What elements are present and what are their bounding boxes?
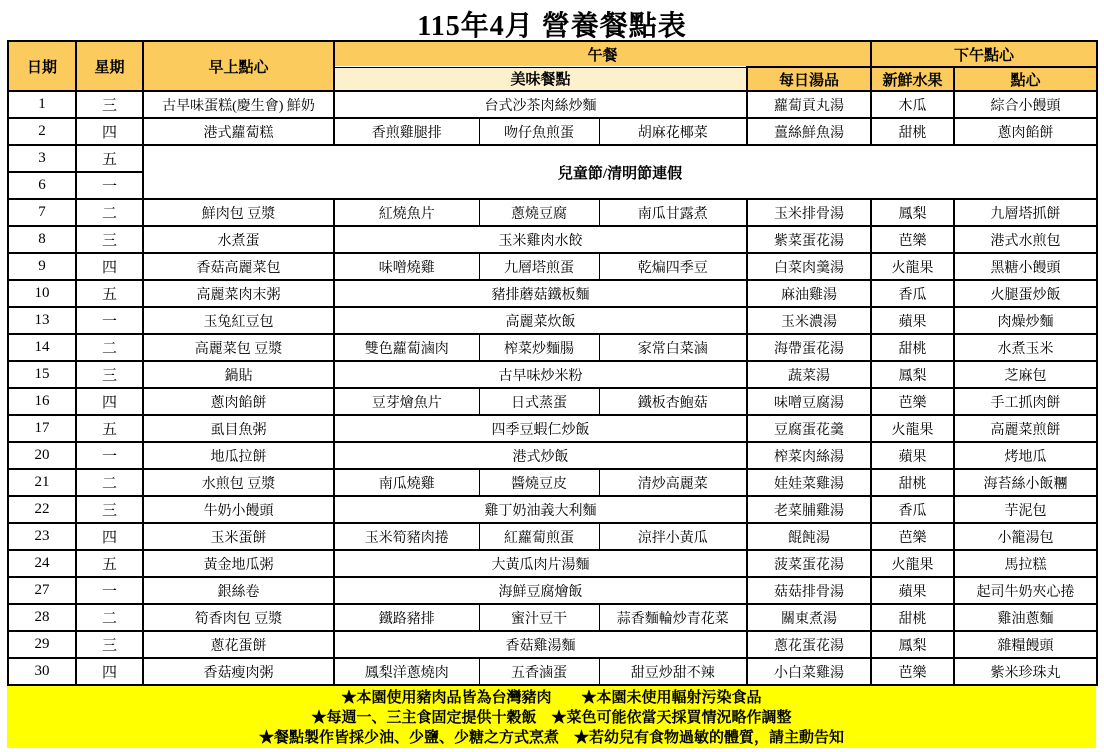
- weekday-cell: 二: [76, 469, 143, 496]
- snack-cell: 火腿蛋炒飯: [954, 280, 1097, 307]
- breakfast-cell: 黃金地瓜粥: [143, 550, 334, 577]
- date-cell: 28: [8, 604, 76, 631]
- fruit-cell: 芭樂: [871, 523, 954, 550]
- menu-row: [8, 199, 1097, 226]
- footer-notes: [7, 686, 1096, 748]
- fruit-cell: 火龍果: [871, 415, 954, 442]
- lunch-dish-cell: 吻仔魚煎蛋: [479, 118, 599, 145]
- snack-cell: 紫米珍珠丸: [954, 658, 1097, 685]
- lunch-dish-cell: 紅蘿蔔煎蛋: [479, 523, 599, 550]
- soup-cell: 菠菜蛋花湯: [747, 550, 871, 577]
- lunch-dish-cell: 大黃瓜肉片湯麵: [334, 550, 747, 577]
- soup-cell: 麻油雞湯: [747, 280, 871, 307]
- breakfast-cell: 港式蘿蔔糕: [143, 118, 334, 145]
- breakfast-cell: 水煎包 豆漿: [143, 469, 334, 496]
- date-cell: 24: [8, 550, 76, 577]
- holiday-banner-cell: 兒童節/清明節連假: [143, 145, 1097, 199]
- snack-cell: 九層塔抓餅: [954, 199, 1097, 226]
- fruit-cell: 火龍果: [871, 253, 954, 280]
- weekday-cell: 三: [76, 631, 143, 658]
- date-cell: 15: [8, 361, 76, 388]
- date-cell: 29: [8, 631, 76, 658]
- lunch-dish-cell: 蔥燒豆腐: [479, 199, 599, 226]
- soup-cell: 娃娃菜雞湯: [747, 469, 871, 496]
- breakfast-cell: 高麗菜包 豆漿: [143, 334, 334, 361]
- header-tasty-meals: 美味餐點: [334, 67, 747, 91]
- lunch-dish-cell: 日式蒸蛋: [479, 388, 599, 415]
- menu-row: [8, 415, 1097, 442]
- soup-cell: 豆腐蛋花羹: [747, 415, 871, 442]
- date-cell: 20: [8, 442, 76, 469]
- menu-row: [8, 496, 1097, 523]
- lunch-dish-cell: 南瓜甘露煮: [599, 199, 747, 226]
- date-cell: 27: [8, 577, 76, 604]
- menu-table: [7, 40, 1098, 686]
- menu-row: [8, 469, 1097, 496]
- soup-cell: 海帶蛋花湯: [747, 334, 871, 361]
- breakfast-cell: 鍋貼: [143, 361, 334, 388]
- date-cell: 10: [8, 280, 76, 307]
- date-cell: 22: [8, 496, 76, 523]
- soup-cell: 味噌豆腐湯: [747, 388, 871, 415]
- snack-cell: 起司牛奶夾心捲: [954, 577, 1097, 604]
- snack-cell: 黑糖小饅頭: [954, 253, 1097, 280]
- snack-cell: 雜糧饅頭: [954, 631, 1097, 658]
- lunch-dish-cell: 蒜香麵輪炒青花菜: [599, 604, 747, 631]
- weekday-cell: 一: [76, 442, 143, 469]
- date-cell: 17: [8, 415, 76, 442]
- menu-row: [8, 523, 1097, 550]
- weekday-cell: 一: [76, 307, 143, 334]
- soup-cell: 薑絲鮮魚湯: [747, 118, 871, 145]
- breakfast-cell: 水煮蛋: [143, 226, 334, 253]
- fruit-cell: 蘋果: [871, 442, 954, 469]
- menu-row: [8, 577, 1097, 604]
- weekday-cell: 五: [76, 145, 143, 172]
- menu-row: [8, 253, 1097, 280]
- weekday-cell: 五: [76, 550, 143, 577]
- menu-row: [8, 226, 1097, 253]
- breakfast-cell: 古早味蛋糕(慶生會) 鮮奶: [143, 91, 334, 118]
- lunch-dish-cell: 豬排蘑菇鐵板麵: [334, 280, 747, 307]
- weekday-cell: 三: [76, 496, 143, 523]
- menu-row: [8, 388, 1097, 415]
- lunch-dish-cell: 九層塔煎蛋: [479, 253, 599, 280]
- breakfast-cell: 牛奶小饅頭: [143, 496, 334, 523]
- weekday-cell: 三: [76, 226, 143, 253]
- breakfast-cell: 虱目魚粥: [143, 415, 334, 442]
- lunch-dish-cell: 涼拌小黃瓜: [599, 523, 747, 550]
- header-snack: 點心: [954, 67, 1097, 91]
- date-cell: 6: [8, 172, 76, 199]
- fruit-cell: 香瓜: [871, 496, 954, 523]
- weekday-cell: 四: [76, 388, 143, 415]
- soup-cell: 白菜肉羹湯: [747, 253, 871, 280]
- fruit-cell: 甜桃: [871, 604, 954, 631]
- page-title: 115年4月 營養餐點表: [417, 11, 687, 42]
- header-fresh-fruit: 新鮮水果: [871, 67, 954, 91]
- date-cell: 13: [8, 307, 76, 334]
- snack-cell: 芝麻包: [954, 361, 1097, 388]
- menu-row: [8, 442, 1097, 469]
- header-date: 日期: [8, 41, 76, 91]
- lunch-dish-cell: 鐵板杏鮑菇: [599, 388, 747, 415]
- menu-row: [8, 604, 1097, 631]
- fruit-cell: 芭樂: [871, 388, 954, 415]
- weekday-cell: 一: [76, 172, 143, 199]
- footer-note-line: ★餐點製作皆採少油、少鹽、少糖之方式烹煮 ★若幼兒有食物過敏的體質，請主動告知: [258, 730, 844, 746]
- fruit-cell: 甜桃: [871, 334, 954, 361]
- menu-row: [8, 361, 1097, 388]
- lunch-dish-cell: 五香滷蛋: [479, 658, 599, 685]
- soup-cell: 蘿蔔貢丸湯: [747, 91, 871, 118]
- fruit-cell: 蘋果: [871, 307, 954, 334]
- menu-row: [8, 118, 1097, 145]
- lunch-dish-cell: 玉米雞肉水餃: [334, 226, 747, 253]
- breakfast-cell: 地瓜拉餅: [143, 442, 334, 469]
- menu-row: [8, 280, 1097, 307]
- header-weekday: 星期: [76, 41, 143, 91]
- weekday-cell: 二: [76, 199, 143, 226]
- breakfast-cell: 香菇瘦肉粥: [143, 658, 334, 685]
- lunch-dish-cell: 豆芽燴魚片: [334, 388, 479, 415]
- lunch-dish-cell: 榨菜炒麵腸: [479, 334, 599, 361]
- menu-table-header: [8, 41, 1097, 91]
- soup-cell: 蔥花蛋花湯: [747, 631, 871, 658]
- lunch-dish-cell: 紅燒魚片: [334, 199, 479, 226]
- weekday-cell: 二: [76, 334, 143, 361]
- lunch-dish-cell: 蜜汁豆干: [479, 604, 599, 631]
- snack-cell: 手工抓肉餅: [954, 388, 1097, 415]
- soup-cell: 蔬菜湯: [747, 361, 871, 388]
- date-cell: 30: [8, 658, 76, 685]
- lunch-dish-cell: 家常白菜滷: [599, 334, 747, 361]
- lunch-dish-cell: 味噌燒雞: [334, 253, 479, 280]
- lunch-dish-cell: 胡麻花椰菜: [599, 118, 747, 145]
- snack-cell: 烤地瓜: [954, 442, 1097, 469]
- soup-cell: 餛飩湯: [747, 523, 871, 550]
- fruit-cell: 蘋果: [871, 577, 954, 604]
- snack-cell: 海苔絲小飯糰: [954, 469, 1097, 496]
- date-cell: 7: [8, 199, 76, 226]
- breakfast-cell: 香菇高麗菜包: [143, 253, 334, 280]
- header-afternoon-snack: 下午點心: [871, 41, 1097, 67]
- lunch-dish-cell: 醬燒豆皮: [479, 469, 599, 496]
- snack-cell: 水煮玉米: [954, 334, 1097, 361]
- fruit-cell: 鳳梨: [871, 361, 954, 388]
- breakfast-cell: 玉米蛋餅: [143, 523, 334, 550]
- weekday-cell: 五: [76, 280, 143, 307]
- lunch-dish-cell: 香菇雞湯麵: [334, 631, 747, 658]
- menu-row: [8, 91, 1097, 118]
- breakfast-cell: 筍香肉包 豆漿: [143, 604, 334, 631]
- lunch-dish-cell: 玉米筍豬肉捲: [334, 523, 479, 550]
- weekday-cell: 四: [76, 253, 143, 280]
- fruit-cell: 芭樂: [871, 658, 954, 685]
- lunch-dish-cell: 古早味炒米粉: [334, 361, 747, 388]
- weekday-cell: 四: [76, 658, 143, 685]
- weekday-cell: 五: [76, 415, 143, 442]
- date-cell: 9: [8, 253, 76, 280]
- soup-cell: 關東煮湯: [747, 604, 871, 631]
- breakfast-cell: 高麗菜肉末粥: [143, 280, 334, 307]
- breakfast-cell: 蔥肉餡餅: [143, 388, 334, 415]
- date-cell: 2: [8, 118, 76, 145]
- menu-row: [8, 307, 1097, 334]
- soup-cell: 紫菜蛋花湯: [747, 226, 871, 253]
- fruit-cell: 芭樂: [871, 226, 954, 253]
- menu-table-body: [8, 91, 1097, 685]
- fruit-cell: 甜桃: [871, 118, 954, 145]
- lunch-dish-cell: 台式沙茶肉絲炒麵: [334, 91, 747, 118]
- lunch-dish-cell: 甜豆炒甜不辣: [599, 658, 747, 685]
- fruit-cell: 香瓜: [871, 280, 954, 307]
- lunch-dish-cell: 四季豆蝦仁炒飯: [334, 415, 747, 442]
- lunch-dish-cell: 乾煸四季豆: [599, 253, 747, 280]
- footer-note-line: ★每週一、三主食固定提供十穀飯 ★菜色可能依當天採買情況略作調整: [311, 710, 792, 726]
- menu-row: [8, 658, 1097, 685]
- lunch-dish-cell: 南瓜燒雞: [334, 469, 479, 496]
- menu-row: [8, 145, 1097, 172]
- lunch-dish-cell: 港式炒飯: [334, 442, 747, 469]
- weekday-cell: 三: [76, 91, 143, 118]
- header-daily-soup: 每日湯品: [747, 67, 871, 91]
- weekday-cell: 四: [76, 523, 143, 550]
- lunch-dish-cell: 高麗菜炊飯: [334, 307, 747, 334]
- date-cell: 8: [8, 226, 76, 253]
- menu-row: [8, 631, 1097, 658]
- snack-cell: 小籠湯包: [954, 523, 1097, 550]
- soup-cell: 玉米排骨湯: [747, 199, 871, 226]
- snack-cell: 蔥肉餡餅: [954, 118, 1097, 145]
- breakfast-cell: 玉兔紅豆包: [143, 307, 334, 334]
- date-cell: 16: [8, 388, 76, 415]
- date-cell: 23: [8, 523, 76, 550]
- soup-cell: 榨菜肉絲湯: [747, 442, 871, 469]
- snack-cell: 馬拉糕: [954, 550, 1097, 577]
- fruit-cell: 鳳梨: [871, 199, 954, 226]
- weekday-cell: 四: [76, 118, 143, 145]
- snack-cell: 綜合小饅頭: [954, 91, 1097, 118]
- fruit-cell: 鳳梨: [871, 631, 954, 658]
- soup-cell: 玉米濃湯: [747, 307, 871, 334]
- fruit-cell: 甜桃: [871, 469, 954, 496]
- snack-cell: 肉燥炒麵: [954, 307, 1097, 334]
- snack-cell: 港式水煎包: [954, 226, 1097, 253]
- lunch-dish-cell: 鐵路豬排: [334, 604, 479, 631]
- footer-note-line: ★本園使用豬肉品皆為台灣豬肉 ★本園未使用輻射污染食品: [341, 690, 762, 706]
- fruit-cell: 火龍果: [871, 550, 954, 577]
- snack-cell: 高麗菜煎餅: [954, 415, 1097, 442]
- breakfast-cell: 鮮肉包 豆漿: [143, 199, 334, 226]
- fruit-cell: 木瓜: [871, 91, 954, 118]
- date-cell: 14: [8, 334, 76, 361]
- snack-cell: 雞油蔥麵: [954, 604, 1097, 631]
- breakfast-cell: 銀絲卷: [143, 577, 334, 604]
- lunch-dish-cell: 鳳梨洋蔥燒肉: [334, 658, 479, 685]
- date-cell: 1: [8, 91, 76, 118]
- lunch-dish-cell: 雙色蘿蔔滷肉: [334, 334, 479, 361]
- header-morning-snack: 早上點心: [143, 41, 334, 91]
- lunch-dish-cell: 海鮮豆腐燴飯: [334, 577, 747, 604]
- snack-cell: 芋泥包: [954, 496, 1097, 523]
- header-lunch: 午餐: [334, 41, 871, 67]
- soup-cell: 菇菇排骨湯: [747, 577, 871, 604]
- date-cell: 3: [8, 145, 76, 172]
- lunch-dish-cell: 雞丁奶油義大利麵: [334, 496, 747, 523]
- weekday-cell: 一: [76, 577, 143, 604]
- menu-row: [8, 334, 1097, 361]
- lunch-dish-cell: 清炒高麗菜: [599, 469, 747, 496]
- breakfast-cell: 蔥花蛋餅: [143, 631, 334, 658]
- soup-cell: 小白菜雞湯: [747, 658, 871, 685]
- weekday-cell: 三: [76, 361, 143, 388]
- lunch-dish-cell: 香煎雞腿排: [334, 118, 479, 145]
- weekday-cell: 二: [76, 604, 143, 631]
- menu-row: [8, 550, 1097, 577]
- soup-cell: 老菜脯雞湯: [747, 496, 871, 523]
- date-cell: 21: [8, 469, 76, 496]
